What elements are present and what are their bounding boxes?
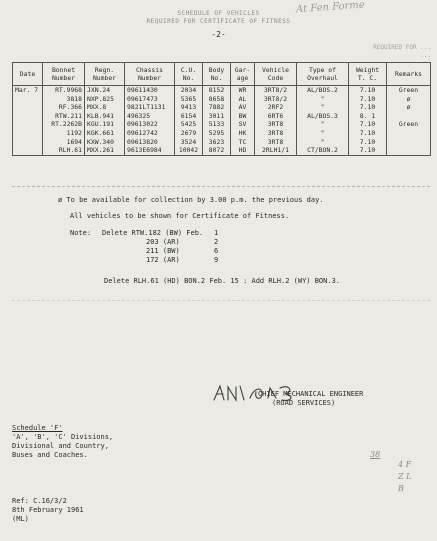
note-label: Note: — [70, 229, 92, 237]
table-cell: 8658 — [203, 95, 231, 104]
table-cell: 5425 — [175, 120, 203, 129]
schedule-line-1: 'A', 'B', 'C' Divisions, — [12, 433, 114, 441]
table-cell: 2RF2 — [255, 103, 297, 112]
table-cell: 5295 — [203, 129, 231, 138]
signature-subtitle: (ROAD SERVICES) — [272, 399, 336, 407]
table-cell: 7.10 — [349, 129, 387, 138]
signature-title: CHIEF MECHANICAL ENGINEER — [258, 390, 364, 398]
table-cell — [387, 146, 431, 155]
table-cell: JXN.24 — [85, 86, 125, 95]
delete-line-3: 211 (BW) — [146, 247, 180, 255]
column-header: Gar-age — [231, 63, 255, 86]
table-row — [13, 146, 431, 155]
reference: Ref: C.16/3/2 — [12, 497, 67, 505]
pencil-mark-2: Z L — [398, 472, 412, 481]
schedule-line-3: Buses and Coaches. — [12, 451, 88, 459]
table-cell: 3RT8/2 — [255, 86, 297, 95]
table-cell — [13, 129, 43, 138]
page-number: -2- — [211, 30, 226, 39]
table-cell: 09612742 — [125, 129, 175, 138]
table-cell: 3RT8/2 — [255, 95, 297, 104]
faint-right-line-2: ... — [420, 52, 431, 59]
table-cell: 10042 — [175, 146, 203, 155]
table-row — [13, 129, 431, 138]
delete-day-1: 1 — [214, 229, 219, 237]
table-cell: 1694 — [43, 138, 85, 147]
column-header: Remarks — [387, 63, 431, 86]
table-cell: 7.10 — [349, 86, 387, 95]
table-row — [13, 120, 431, 129]
schedule-line-2: Divisional and Country, — [12, 442, 109, 450]
table-cell: 7.10 — [349, 146, 387, 155]
handwritten-note-top: At Fen Forme — [295, 0, 366, 16]
table-cell: RT.2262B — [43, 120, 85, 129]
table-cell: RF.366 — [43, 103, 85, 112]
table-header-row — [13, 63, 431, 86]
column-header: Chassis Number — [125, 63, 175, 86]
table-cell: CT/BON.2 — [297, 146, 349, 155]
column-header: Date — [13, 63, 43, 86]
table-cell: AL/BOS.3 — [297, 112, 349, 121]
table-cell: ø — [387, 95, 431, 104]
table-cell: 09611430 — [125, 86, 175, 95]
table-cell: 09613820 — [125, 138, 175, 147]
table-row — [13, 103, 431, 112]
table-row — [13, 86, 431, 95]
table-row — [13, 112, 431, 121]
column-header: Vehicle Code — [255, 63, 297, 86]
table-cell: 3623 — [203, 138, 231, 147]
table-cell: NXP.825 — [85, 95, 125, 104]
column-header: Type of Overhaul — [297, 63, 349, 86]
table-cell — [13, 146, 43, 155]
table-cell: 3RT8 — [255, 138, 297, 147]
faint-title-line-2: REQUIRED FOR CERTIFICATE OF FITNESS — [146, 18, 291, 25]
table-cell: ø — [387, 103, 431, 112]
table-cell — [387, 138, 431, 147]
column-header: Regn. Number — [85, 63, 125, 86]
table-cell — [387, 112, 431, 121]
table-cell — [13, 95, 43, 104]
table-cell: 5133 — [203, 120, 231, 129]
table-cell: " — [297, 103, 349, 112]
table-cell: 7.10 — [349, 103, 387, 112]
table-cell: MXX.261 — [85, 146, 125, 155]
table-cell: 1192 — [43, 129, 85, 138]
table-cell: 09613022 — [125, 120, 175, 129]
table-cell: " — [297, 129, 349, 138]
table-cell: 7.10 — [349, 138, 387, 147]
faint-divider — [12, 300, 430, 301]
column-header: Bonnet Number — [43, 63, 85, 86]
table-cell: " — [297, 120, 349, 129]
table-cell — [13, 138, 43, 147]
faint-right-line-1: REQUIRED FOR ... — [373, 44, 431, 51]
table-cell: 09617473 — [125, 95, 175, 104]
table-cell: TC — [231, 138, 255, 147]
delete-rlh-line: Delete RLH.61 (HD) BON.2 Feb. 15 : Add RLH.2 (WY) BON.3. — [104, 277, 341, 285]
table-cell: Mar. 7 — [13, 86, 43, 95]
table-row — [13, 138, 431, 147]
table-cell: WR — [231, 86, 255, 95]
table-cell: " — [297, 95, 349, 104]
table-cell: 6154 — [175, 112, 203, 121]
column-header: Body No. — [203, 63, 231, 86]
table-cell: MXX.8 — [85, 103, 125, 112]
table-cell: KGK.661 — [85, 129, 125, 138]
table-cell: " — [297, 138, 349, 147]
collection-note: ø To be available for collection by 3.00 p.m. the previous day. — [58, 196, 324, 204]
reference-date: 8th February 1961 — [12, 506, 84, 514]
table-cell: 3RT8 — [255, 129, 297, 138]
pencil-number: 38 — [370, 450, 381, 459]
table-cell: HD — [231, 146, 255, 155]
table-cell: KXW.340 — [85, 138, 125, 147]
table-cell: 7.10 — [349, 120, 387, 129]
table-cell: 5365 — [175, 95, 203, 104]
table-cell: RLH.61 — [43, 146, 85, 155]
table-cell: 9613E6984 — [125, 146, 175, 155]
table-cell: 3818 — [43, 95, 85, 104]
table-cell: 9413 — [175, 103, 203, 112]
delete-day-2: 2 — [214, 238, 219, 246]
table-cell: HK — [231, 129, 255, 138]
delete-day-3: 6 — [214, 247, 219, 255]
table-cell — [13, 112, 43, 121]
delete-line-4: 172 (AR) — [146, 256, 180, 264]
table-cell: 2679 — [175, 129, 203, 138]
table-cell: AV — [231, 103, 255, 112]
table-cell: 8152 — [203, 86, 231, 95]
table-cell: 2034 — [175, 86, 203, 95]
pencil-mark-1: 4 F — [398, 460, 412, 469]
table-cell: KGU.191 — [85, 120, 125, 129]
vehicle-schedule-table — [12, 62, 431, 156]
pencil-mark-3: B — [398, 484, 404, 493]
table-cell: 2RLH1/1 — [255, 146, 297, 155]
table-cell: 496325 — [125, 112, 175, 121]
column-header: Weight T. C. — [349, 63, 387, 86]
table-cell — [13, 120, 43, 129]
table-cell: 8072 — [203, 146, 231, 155]
table-cell — [13, 103, 43, 112]
table-cell: 3524 — [175, 138, 203, 147]
faint-title-line-1: SCHEDULE OF VEHICLES — [177, 10, 260, 17]
table-cell: 3RT8 — [255, 120, 297, 129]
table-cell: 7.10 — [349, 95, 387, 104]
column-header: C.U. No. — [175, 63, 203, 86]
table-row — [13, 95, 431, 104]
delete-line-2: 203 (AR) — [146, 238, 180, 246]
delete-line-1: Delete RTW.182 (BW) Feb. — [102, 229, 204, 237]
table-cell: AL — [231, 95, 255, 104]
table-cell: 3011 — [203, 112, 231, 121]
table-cell: RTW.211 — [43, 112, 85, 121]
table-cell: BW — [231, 112, 255, 121]
table-cell: 7882 — [203, 103, 231, 112]
divider-line — [12, 186, 430, 187]
table-cell: Green — [387, 120, 431, 129]
table-cell: 8. 1 — [349, 112, 387, 121]
table-cell: Green — [387, 86, 431, 95]
table-cell: AL/BOS.2 — [297, 86, 349, 95]
fitness-note: All vehicles to be shown for Certificate of Fitness. — [70, 212, 290, 220]
table-cell — [387, 129, 431, 138]
table-cell: KLB.941 — [85, 112, 125, 121]
table-cell: SV — [231, 120, 255, 129]
schedule-title: Schedule 'F' — [12, 424, 63, 432]
table-cell: 9821LT1131 — [125, 103, 175, 112]
table-cell: RT.9968 — [43, 86, 85, 95]
delete-day-4: 9 — [214, 256, 219, 264]
reference-initials: (ML) — [12, 515, 29, 523]
table-cell: 6RT6 — [255, 112, 297, 121]
